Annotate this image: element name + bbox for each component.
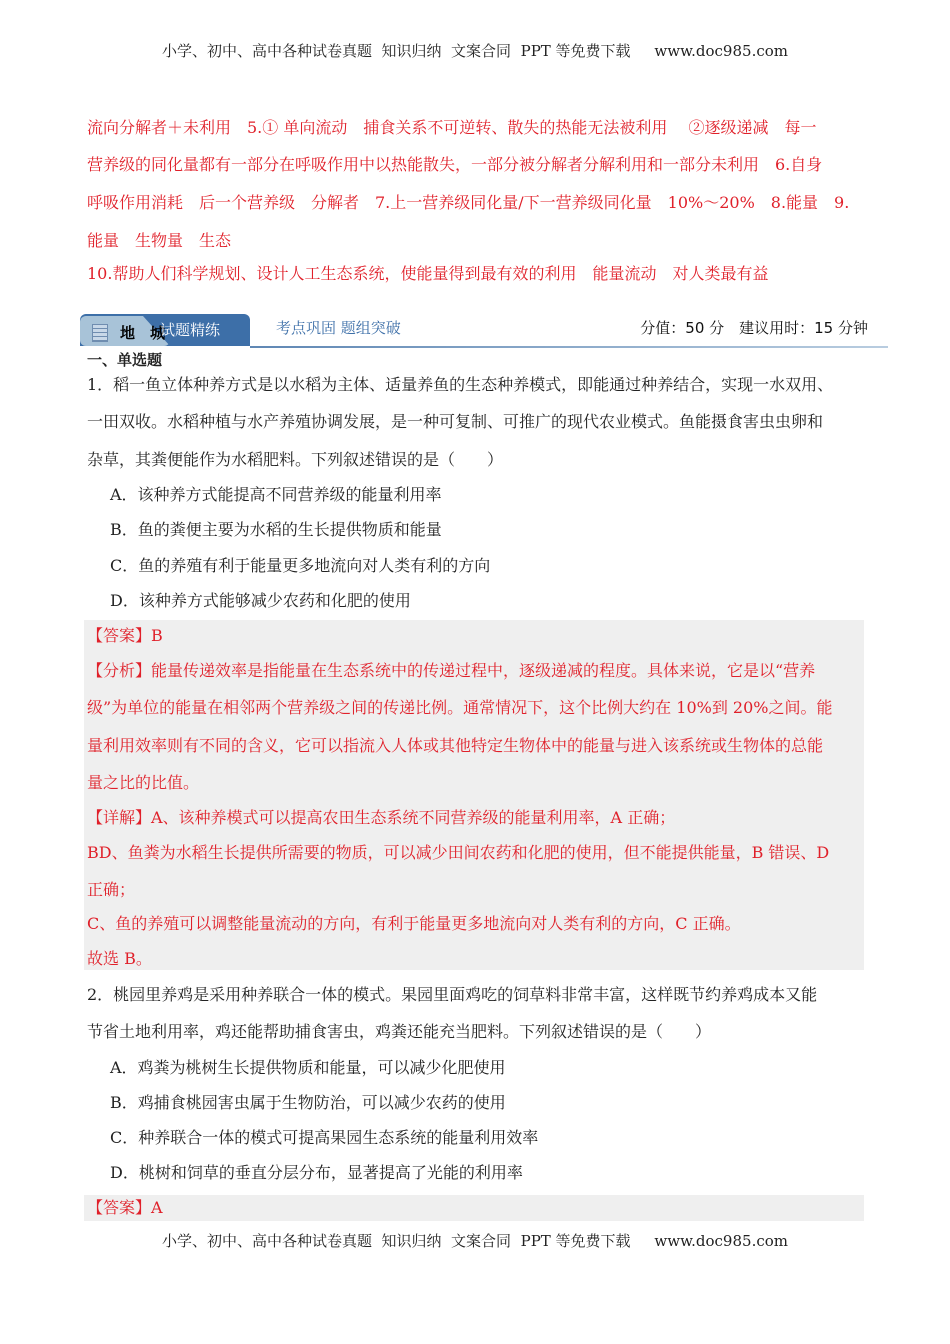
banner-rule bbox=[250, 346, 888, 348]
banner-subtitle: 考点巩固 题组突破 bbox=[276, 319, 401, 337]
answer-line: 10.帮助人们科学规划、设计人工生态系统，使能量得到最有效的利用 能量流动 对人类最有益 bbox=[87, 264, 769, 283]
q2-answer: 【答案】A bbox=[87, 1198, 163, 1217]
q1-analysis: 量之比的比值。 bbox=[87, 773, 200, 792]
q1-analysis: 【分析】能量传递效率是指能量在生态系统中的传递过程中，逐级递减的程度。具体来说，它是以“营养 bbox=[87, 661, 816, 680]
q2-answer-box bbox=[84, 1195, 864, 1221]
q1-stem: 杂草，其粪便能作为水稻肥料。下列叙述错误的是（ ） bbox=[87, 450, 504, 469]
q1-conclusion: 故选 B。 bbox=[87, 949, 152, 968]
q2-option-d: D．桃树和饲草的垂直分层分布，显著提高了光能的利用率 bbox=[110, 1163, 523, 1182]
q2-option-b: B．鸡捕食桃园害虫属于生物防治，可以减少农药的使用 bbox=[110, 1093, 506, 1112]
q2-stem: 节省土地利用率，鸡还能帮助捕食害虫，鸡粪还能充当肥料。下列叙述错误的是（ ） bbox=[87, 1022, 712, 1041]
q1-answer: 【答案】B bbox=[87, 626, 163, 645]
q2-option-a: A．鸡粪为桃树生长提供物质和能量，可以减少化肥使用 bbox=[110, 1058, 506, 1077]
section-banner bbox=[80, 312, 888, 348]
answer-line: 流向分解者＋未利用 5.① 单向流动 捕食关系不可逆转、散失的热能无法被利用 ②逐级递减 每一 bbox=[87, 118, 817, 137]
q1-analysis: 量利用效率则有不同的含义，它可以指流入人体或其他特定生物体中的能量与进入该系统或生物体的总能 bbox=[87, 736, 824, 755]
document-icon bbox=[92, 324, 108, 342]
q1-detail: BD、鱼粪为水稻生长提供所需要的物质，可以减少田间农药和化肥的使用，但不能提供能量，B 错误、D bbox=[87, 843, 830, 862]
banner-meta: 分值：50 分 建议用时：15 分钟 bbox=[640, 319, 868, 337]
q1-option-b: B．鱼的粪便主要为水稻的生长提供物质和能量 bbox=[110, 520, 442, 539]
q1-option-c: C．鱼的养殖有利于能量更多地流向对人类有利的方向 bbox=[110, 556, 491, 575]
page-header: 小学、初中、高中各种试卷真题 知识归纳 文案合同 PPT 等免费下载 www.doc985.com bbox=[161, 42, 788, 60]
q1-option-d: D．该种养方式能够减少农药和化肥的使用 bbox=[110, 591, 411, 610]
q1-detail: 正确； bbox=[87, 880, 136, 899]
answer-line: 营养级的同化量都有一部分在呼吸作用中以热能散失，一部分被分解者分解利用和一部分未利用 6.自身 bbox=[87, 155, 823, 174]
q2-stem: 2．桃园里养鸡是采用种养联合一体的模式。果园里面鸡吃的饲草料非常丰富，这样既节约养鸡成本又能 bbox=[87, 985, 818, 1004]
answer-line: 能量 生物量 生态 bbox=[87, 231, 232, 250]
q1-stem: 一田双收。水稻种植与水产养殖协调发展，是一种可复制、可推广的现代农业模式。鱼能摄食害虫虫卵和 bbox=[87, 412, 824, 431]
q1-detail: C、鱼的养殖可以调整能量流动的方向，有利于能量更多地流向对人类有利的方向，C 正确。 bbox=[87, 914, 741, 933]
banner-prefix: 地 城 bbox=[120, 324, 166, 342]
q1-stem: 1．稻一鱼立体种养方式是以水稻为主体、适量养鱼的生态种养模式，即能通过种养结合，实现一水双用、 bbox=[87, 375, 834, 394]
q1-detail: 【详解】A、该种养模式可以提高农田生态系统不同营养级的能量利用率，A 正确； bbox=[87, 808, 676, 827]
q2-option-c: C．种养联合一体的模式可提高果园生态系统的能量利用效率 bbox=[110, 1128, 539, 1147]
banner-tab-label: 试题精练 bbox=[160, 321, 221, 339]
answer-line: 呼吸作用消耗 后一个营养级 分解者 7.上一营养级同化量/下一营养级同化量 10%～20% 8.能量 9. bbox=[87, 193, 850, 212]
page-footer: 小学、初中、高中各种试卷真题 知识归纳 文案合同 PPT 等免费下载 www.doc985.com bbox=[161, 1232, 788, 1250]
q1-analysis: 级”为单位的能量在相邻两个营养级之间的传递比例。通常情况下，这个比例大约在 10%到 20%之间。能 bbox=[87, 698, 833, 717]
q1-option-a: A．该种养方式能提高不同营养级的能量利用率 bbox=[110, 485, 442, 504]
section-title: 一、单选题 bbox=[87, 351, 163, 369]
